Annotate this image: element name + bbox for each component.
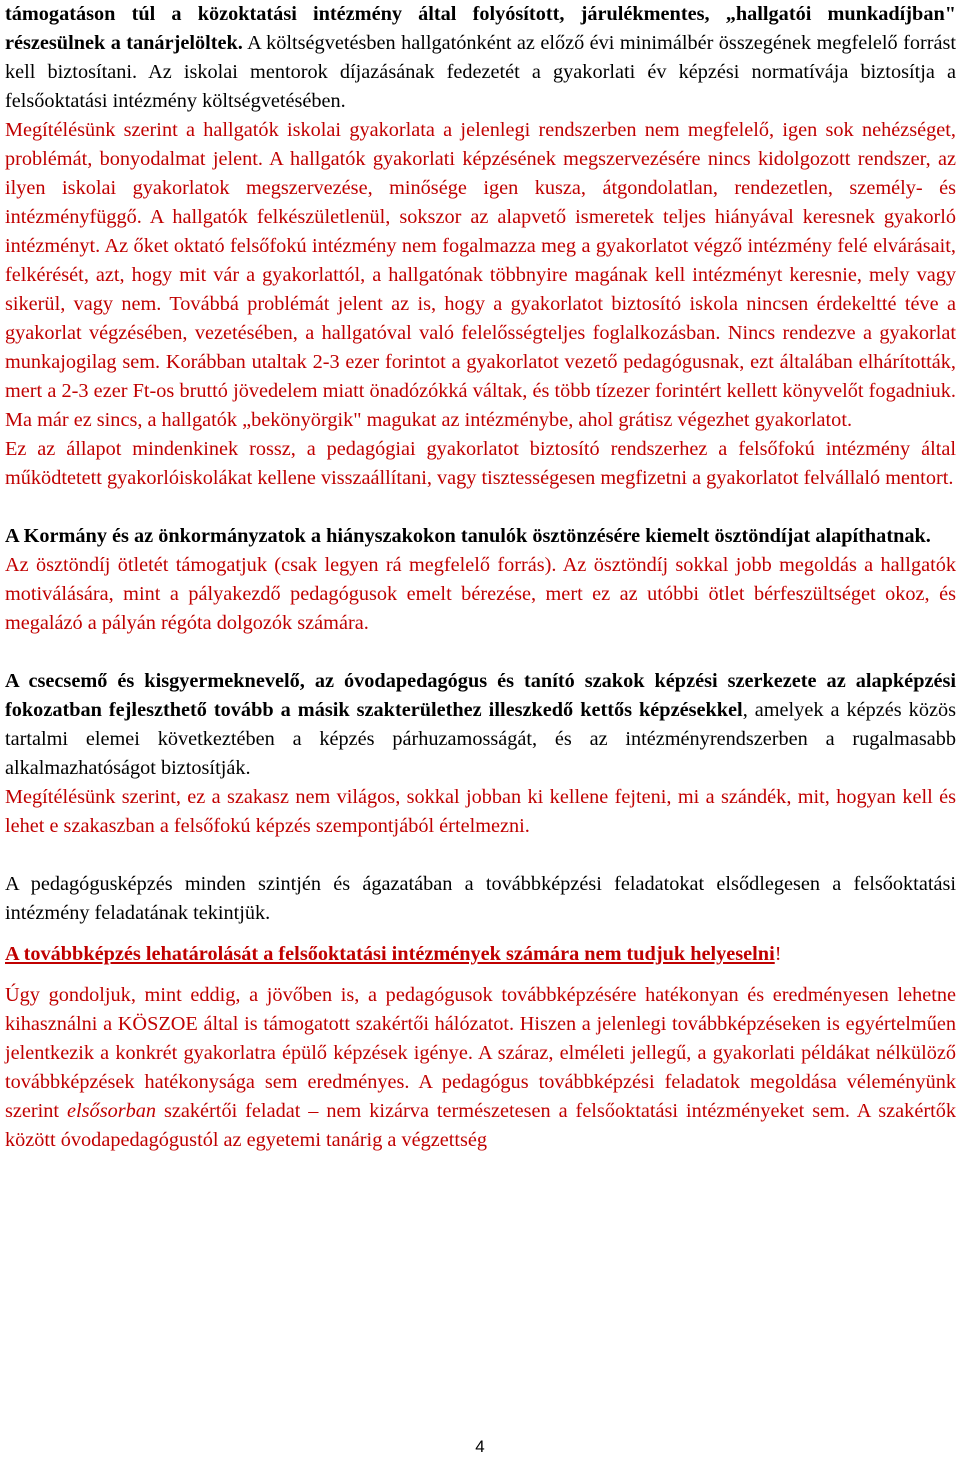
spacer: [5, 841, 956, 870]
spacer: [5, 928, 956, 940]
comment-text: Úgy gondoljuk, mint eddig, a jövőben is, a pedagógusok továbbképzésére hatékonyan és eredményesen lehetne kihasználni a KÖSZOE által is támogatott szakértői hálózatot. Hiszen a jelenlegi továbbképzéseken is egyértelműen jelentkezik a konkrét gyakorlatra épülő képzések igénye. A száraz, elméleti jellegű, a gyakorlati példákat nélkülöző továbbképzések hatékonysága sem eredményes. A pedagógus továbbképzési feladatok megoldása véleményünk szerint: [5, 984, 956, 1122]
comment-practice-system: [5, 116, 956, 435]
comment-text: Ez az állapot mindenkinek rossz, a pedagógiai gyakorlatot biztosító rendszerhez a felsőfokú intézmény által működtetett gyakorlóiskolákat kellene visszaállítani, vagy tisztességesen megfizetni a gyakorlatot felvállaló mentort.: [5, 438, 956, 489]
paragraph-further-training: [5, 870, 956, 928]
paragraph-training-structure: [5, 667, 956, 783]
statement-text: A Kormány és az önkormányzatok a hiányszakokon tanulók ösztönzésére kiemelt ösztöndíjat alapíthatnak.: [5, 525, 931, 547]
page-number: 4: [475, 1437, 485, 1456]
italic-emphasis: elsősorban: [67, 1100, 157, 1122]
paragraph-text: , amelyek a képzés közös tartalmi elemei következtében a képzés párhuzamosságát, és az intézményrendszerben a rugalmasabb alkalmazhatóságot biztosítják.: [5, 699, 956, 779]
comment-further-training-limit: [5, 940, 956, 969]
comment-practice-schools: [5, 435, 956, 493]
bold-statement: támogatáson túl a közoktatási intézmény által folyósított, járulékmentes, „hallgatói munkadíjban" részesülnek a tanárjelöltek.: [5, 3, 956, 54]
spacer: [5, 638, 956, 667]
bold-statement-scholarship: [5, 522, 956, 551]
paragraph-text: A költségvetésben hallgatónként az előző évi minimálbér összegének megfelelő forrást kell biztosítani. Az iskolai mentorok díjazásának fedezetét a gyakorlati év képzési normatívája biztosítja a felsőoktatási intézmény költségvetésében.: [5, 32, 957, 112]
comment-text: Megítélésünk szerint, ez a szakasz nem világos, sokkal jobban ki kellene fejteni, mi a szándék, mit, hogyan kell és lehet e szakaszban a felsőfokú képzés szempontjából értelmezni.: [5, 786, 956, 837]
comment-expert-network: [5, 981, 956, 1155]
exclamation-mark: !: [774, 943, 782, 965]
comment-scholarship: [5, 551, 956, 638]
comment-text: Az ösztöndíj ötletét támogatjuk (csak legyen rá megfelelő forrás). Az ösztöndíj sokkal jobb megoldás a hallgatók motiválására, mint a pályakezdő pedagógusok emelt bérezése, mert ez az utóbbi ötlet bérfeszültséget okoz, és megalázó a pályán régóta dolgozók számára.: [5, 554, 956, 634]
spacer: [5, 969, 956, 981]
document-page: [5, 0, 956, 1155]
bold-underlined-statement: A továbbképzés lehatárolását a felsőoktatási intézmények számára nem tudjuk helyeselni: [5, 943, 775, 965]
paragraph-text: A pedagógusképzés minden szintjén és ágazatában a továbbképzési feladatokat elsődlegesen a felsőoktatási intézmény feladatának tekintjük.: [5, 873, 956, 924]
comment-text: szakértői feladat – nem kizárva természetesen a felsőoktatási intézményeket sem. A szakértők között óvodapedagógustól az egyetemi tanárig a végzettség: [5, 1100, 956, 1151]
comment-training-structure: [5, 783, 956, 841]
spacer: [5, 493, 956, 522]
paragraph-student-fee: [5, 0, 956, 116]
bold-statement: A csecsemő és kisgyermeknevelő, az óvodapedagógus és tanító szakok képzési szerkezete az alapképzési fokozatban fejleszthető tovább a másik szakterülethez illeszkedő kettős képzésekkel: [5, 670, 956, 721]
comment-text: Megítélésünk szerint a hallgatók iskolai gyakorlata a jelenlegi rendszerben nem megfelelő, igen sok nehézséget, problémát, bonyodalmat jelent. A hallgatók gyakorlati képzésének megszervezésére nincs kidolgozott rendszer, az ilyen iskolai gyakorlatok megszervezése, minősége igen kusza, átgondolatlan, rendezetlen, személy- és intézményfüggő. A hallgatók felkészületlenül, sokszor az alapvető ismeretek teljes hiányával keresnek gyakorló intézményt. Az őket oktató felsőfokú intézmény nem fogalmazza meg a gyakorlatot végző intézmény felé elvárásait, felkérését, azt, hogy mit vár a gyakorlattól, a hallgatónak többnyire magának kell intézményt keresnie, mely vagy sikerül, vagy nem. Továbbá problémát jelent az is, hogy a gyakorlatot biztosító iskola nincsen érdekeltté téve a gyakorlat végzésében, vezetésében, a hallgatóval való felelősségteljes foglalkozásban. Nincs rendezve a gyakorlat munkajogilag sem. Korábban utaltak 2-3 ezer forintot a gyakorlatot vezető pedagógusnak, ezt általában elhárították, mert a 2-3 ezer Ft-os bruttó jövedelem miatt önadózókká váltak, és több tízezer forintért kellett könyvelőt fogadniuk. Ma már ez sincs, a hallgatók „bekönyörgik" magukat az intézménybe, ahol grátisz végezhet gyakorlatot.: [5, 119, 956, 431]
